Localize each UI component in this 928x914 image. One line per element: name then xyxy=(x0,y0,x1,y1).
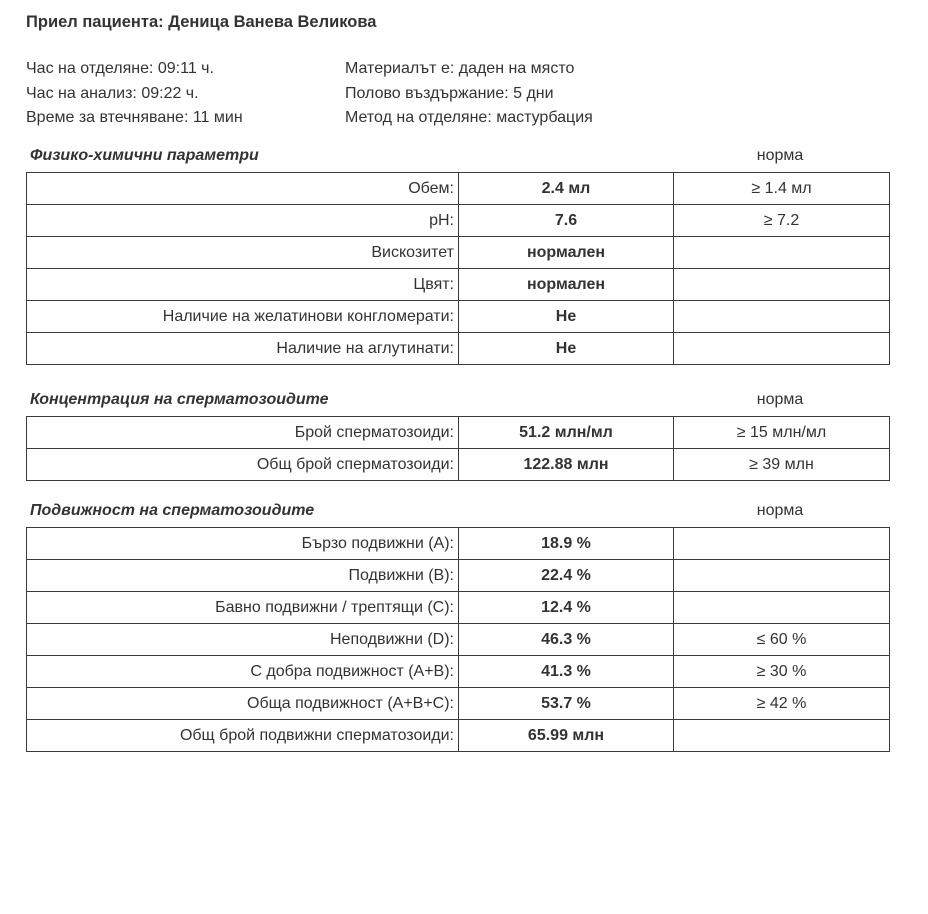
patient-title: Приел пациента: Деница Ванева Великова xyxy=(26,13,377,31)
row-norm xyxy=(674,592,890,624)
row-value: Не xyxy=(459,301,674,333)
abstinence-period: Полово въздържание: 5 дни xyxy=(345,84,554,102)
row-norm: ≥ 39 млн xyxy=(674,449,890,481)
info-left xyxy=(26,57,243,131)
liquefaction-time: Време за втечняване: 11 мин xyxy=(26,109,243,126)
row-value: 51.2 млн/мл xyxy=(459,417,674,449)
row-label: Подвижни (B): xyxy=(27,560,459,592)
row-value: 65.99 млн xyxy=(459,720,674,752)
row-norm: ≥ 30 % xyxy=(674,656,890,688)
row-label: С добра подвижност (A+B): xyxy=(27,656,459,688)
row-value: 22.4 % xyxy=(459,560,674,592)
section-physicochemical-header xyxy=(30,147,890,167)
row-label: Обща подвижност (A+B+C): xyxy=(27,688,459,720)
table-row xyxy=(27,528,890,560)
table-row xyxy=(27,417,890,449)
row-label: pH: xyxy=(27,205,459,237)
row-norm: ≥ 42 % xyxy=(674,688,890,720)
analysis-time: Час на анализ: 09:22 ч. xyxy=(26,84,199,102)
row-label: Общ брой сперматозоиди: xyxy=(27,449,459,481)
table-row xyxy=(27,688,890,720)
row-label: Неподвижни (D): xyxy=(27,624,459,656)
table-row xyxy=(27,720,890,752)
row-label: Наличие на желатинови конгломерати: xyxy=(27,301,459,333)
motility-table xyxy=(26,527,890,752)
row-value: нормален xyxy=(459,237,674,269)
row-norm xyxy=(674,720,890,752)
row-norm xyxy=(674,301,890,333)
row-value: 46.3 % xyxy=(459,624,674,656)
row-norm xyxy=(674,237,890,269)
row-norm: ≥ 15 млн/мл xyxy=(674,417,890,449)
row-norm xyxy=(674,269,890,301)
concentration-table xyxy=(26,416,890,481)
row-label: Бързо подвижни (A): xyxy=(27,528,459,560)
info-right xyxy=(345,57,593,131)
table-row xyxy=(27,592,890,624)
row-norm xyxy=(674,528,890,560)
row-value: 122.88 млн xyxy=(459,449,674,481)
row-norm xyxy=(674,560,890,592)
material-location: Материалът е: даден на място xyxy=(345,60,575,77)
row-label: Общ брой подвижни сперматозоиди: xyxy=(27,720,459,752)
table-row xyxy=(27,269,890,301)
collection-time: Час на отделяне: 09:11 ч. xyxy=(26,60,214,77)
table-row xyxy=(27,333,890,365)
norm-header: норма xyxy=(756,391,804,408)
table-row xyxy=(27,301,890,333)
table-row xyxy=(27,656,890,688)
row-label: Бавно подвижни / трептящи (C): xyxy=(27,592,459,624)
row-value: 12.4 % xyxy=(459,592,674,624)
row-value: нормален xyxy=(459,269,674,301)
section-title: Физико-химични параметри xyxy=(30,147,259,164)
table-row xyxy=(27,173,890,205)
section-title: Концентрация на сперматозоидите xyxy=(30,391,329,408)
norm-header: норма xyxy=(756,502,804,519)
row-norm: ≤ 60 % xyxy=(674,624,890,656)
row-value: Не xyxy=(459,333,674,365)
section-title: Подвижност на сперматозоидите xyxy=(30,502,315,519)
norm-header: норма xyxy=(756,147,804,164)
row-norm xyxy=(674,333,890,365)
table-row xyxy=(27,205,890,237)
row-label: Брой сперматозоиди: xyxy=(27,417,459,449)
row-norm: ≥ 1.4 мл xyxy=(674,173,890,205)
section-motility-header xyxy=(30,502,890,522)
row-label: Наличие на аглутинати: xyxy=(27,333,459,365)
physicochemical-table xyxy=(26,172,890,365)
row-value: 53.7 % xyxy=(459,688,674,720)
row-label: Обем: xyxy=(27,173,459,205)
table-row xyxy=(27,237,890,269)
row-label: Вискозитет xyxy=(27,237,459,269)
table-row xyxy=(27,449,890,481)
row-value: 2.4 мл xyxy=(459,173,674,205)
section-concentration-header xyxy=(30,391,890,411)
row-value: 41.3 % xyxy=(459,656,674,688)
row-value: 18.9 % xyxy=(459,528,674,560)
row-label: Цвят: xyxy=(27,269,459,301)
row-value: 7.6 xyxy=(459,205,674,237)
collection-method: Метод на отделяне: мастурбация xyxy=(345,109,593,126)
table-row xyxy=(27,624,890,656)
row-norm: ≥ 7.2 xyxy=(674,205,890,237)
table-row xyxy=(27,560,890,592)
